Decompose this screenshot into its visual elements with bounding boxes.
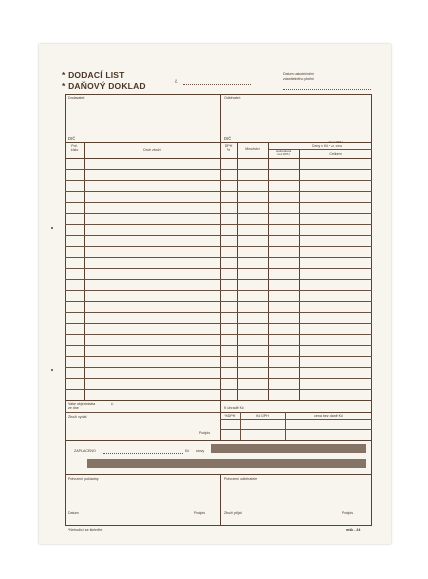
table-row-line xyxy=(65,389,372,390)
col-vat-header-line1: DPH xyxy=(224,144,233,148)
col-quantity-header: Množství xyxy=(245,147,260,151)
table-row-line xyxy=(65,235,372,236)
issued-by-signature-label: Podpis xyxy=(199,431,210,435)
table-row-line xyxy=(65,290,372,291)
cashier-confirm-label: Potvrzení pokladny xyxy=(68,477,99,481)
to-pay-bottom-line xyxy=(220,412,372,413)
order-bottom-line xyxy=(65,412,220,413)
order-number-label: č. xyxy=(111,402,114,406)
table-bottom-line xyxy=(65,400,372,401)
col-total-header: Celkem xyxy=(329,152,342,156)
amount-in-words-field-2[interactable] xyxy=(87,459,366,468)
col-divider-unit-price xyxy=(299,149,300,400)
table-row-line xyxy=(65,323,372,324)
price-without-vat-label: cena bez daně Kč xyxy=(314,414,343,418)
table-row-line xyxy=(65,345,372,346)
table-row-line xyxy=(65,213,372,214)
col-total-sub-line1: * bez DPH xyxy=(328,140,343,144)
table-row-line xyxy=(65,202,372,203)
footnote: *Nehodící se škrtněte xyxy=(68,528,103,532)
col-vat-header-line2: % xyxy=(226,148,231,152)
col-prices-group-header: Ceny v Kč xyxy=(311,144,329,148)
footer-divider xyxy=(220,400,221,440)
received-by-label: Zboží přijal xyxy=(224,511,242,515)
table-row-line xyxy=(65,180,372,181)
form-sheet xyxy=(39,44,391,544)
date-label-line2: zdanitelného plnění xyxy=(283,77,315,81)
table-row-line xyxy=(65,356,372,357)
table-row-line xyxy=(65,224,372,225)
table-row-line xyxy=(65,169,372,170)
currency-label: Kč xyxy=(185,449,190,453)
document-number-label: č. xyxy=(175,79,179,84)
table-row-line xyxy=(65,268,372,269)
table-row-line xyxy=(65,279,372,280)
form-title-delivery-note: * DODACÍ LIST xyxy=(62,70,125,80)
vat-header-line xyxy=(220,419,372,420)
table-row-line xyxy=(65,246,372,247)
col-unit-price-header-line2: bez DPH xyxy=(277,152,290,156)
confirm-section-top-line xyxy=(65,474,372,475)
table-row-line xyxy=(65,367,372,368)
col-goods-header: Druh zboží xyxy=(143,148,161,152)
paid-label: ZAPLACENO xyxy=(74,449,96,453)
confirm-divider xyxy=(220,474,221,526)
table-header-bottom-line xyxy=(65,158,372,159)
table-row-line xyxy=(65,301,372,302)
col-total-sub-line2: * vč. DPH xyxy=(328,143,342,148)
customer-confirm-label: Potvrzení odběratele xyxy=(224,477,258,481)
vat-col-divider-1 xyxy=(240,412,241,440)
customer-signature-label: Podpis xyxy=(342,511,353,515)
col-unit-price-header-line1: Jednotková xyxy=(275,149,292,153)
cashier-date-label: Datum xyxy=(68,511,79,515)
paid-amount-field[interactable] xyxy=(103,453,183,454)
binding-hole xyxy=(51,227,53,229)
col-number-header-line2: číslo xyxy=(70,148,79,152)
binding-hole xyxy=(51,369,53,371)
table-row-line xyxy=(65,334,372,335)
supplier-dic-label: DIČ xyxy=(68,136,76,141)
table-row-line xyxy=(65,191,372,192)
date-label-line1: Datum uskutečnění xyxy=(283,72,314,76)
paid-section-top-line xyxy=(65,440,372,441)
vat-rate-label: %DPH xyxy=(224,414,236,418)
vat-row-line xyxy=(220,429,372,430)
document-number-field[interactable] xyxy=(183,84,251,85)
amount-in-words-field[interactable] xyxy=(211,444,366,453)
vat-col-divider-2 xyxy=(285,412,286,440)
to-pay-label: K úhradě Kč xyxy=(224,406,244,410)
customer-label: Odběratel: xyxy=(224,96,241,100)
form-code: mšk - 24 xyxy=(346,528,361,532)
parties-divider xyxy=(220,94,221,142)
table-row-line xyxy=(65,257,372,258)
table-row-line xyxy=(65,312,372,313)
customer-dic-label: DIČ xyxy=(224,136,232,141)
form-title-tax-document: * DAŇOVÝ DOKLAD xyxy=(62,81,146,91)
cashier-signature-label: Podpis xyxy=(194,511,205,515)
col-number-header-line1: Poř. xyxy=(71,144,78,148)
issued-by-label: Zboží vydal xyxy=(68,415,87,419)
table-row-line xyxy=(65,378,372,379)
order-label-line2: ze dne xyxy=(68,406,79,410)
tax-date-field[interactable] xyxy=(283,89,371,90)
words-label: slovy xyxy=(196,449,205,453)
vat-amount-label: Kč DPH xyxy=(256,414,269,418)
supplier-label: Dodavatel: xyxy=(68,96,86,100)
order-label-line1: Vaše objednávka xyxy=(68,402,96,406)
